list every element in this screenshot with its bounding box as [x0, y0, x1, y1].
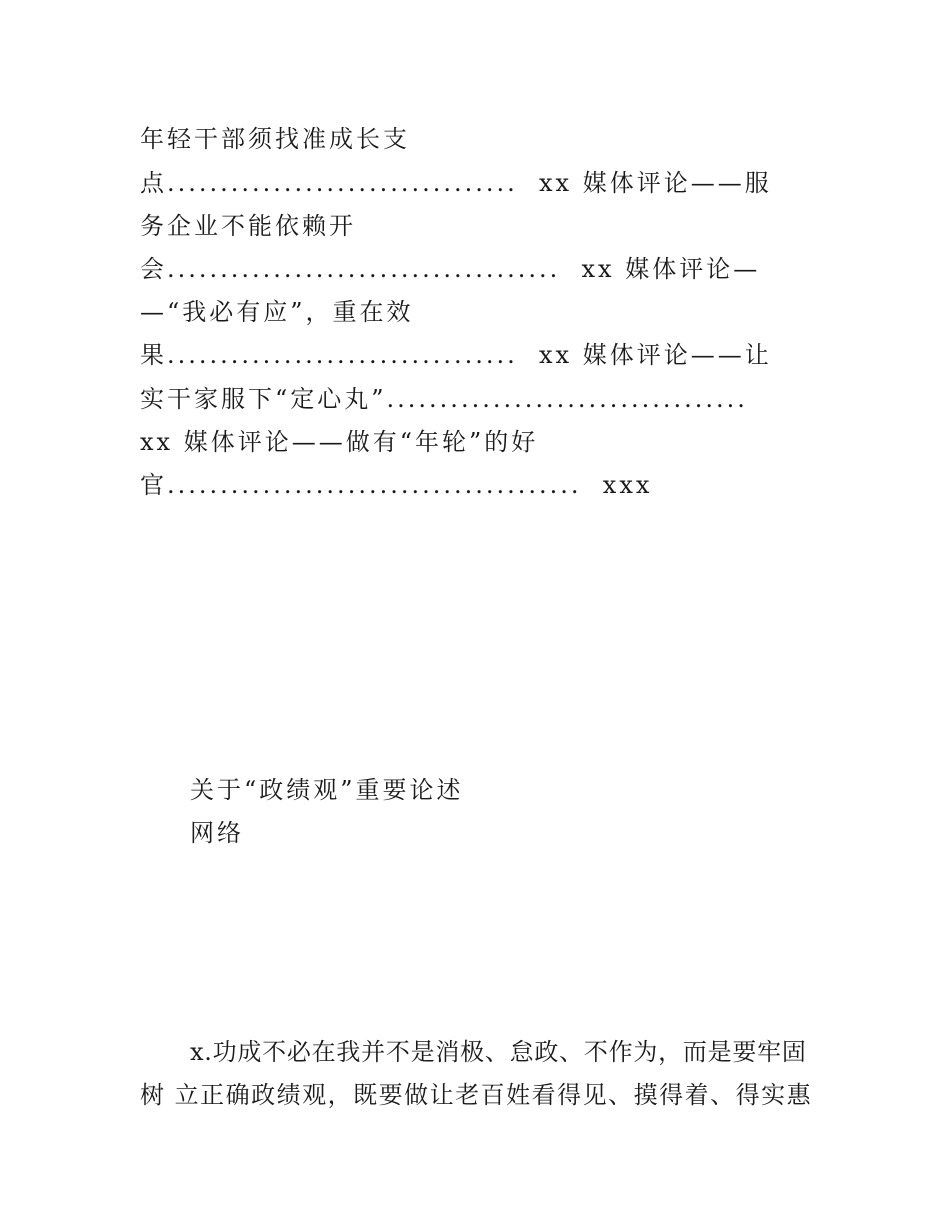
toc-line: 果................................. xx 媒体评论——让: [140, 341, 772, 369]
body-paragraph-line: x.功成不必在我并不是消极、怠政、不作为，而是要牢固: [190, 1038, 807, 1066]
toc-line: —“我必有应”，重在效: [140, 298, 414, 326]
article-source: 网络: [190, 819, 244, 847]
body-paragraph-line: 树 立正确政绩观，既要做让老百姓看得见、摸得着、得实惠: [140, 1081, 813, 1109]
article-title: 关于“政绩观”重要论述: [190, 776, 464, 804]
toc-line: 会..................................... xx 媒体评论—: [140, 255, 761, 283]
toc-line: 年轻干部须找准成长支: [140, 125, 410, 153]
toc-line: 实干家服下“定心丸”..................................: [140, 385, 748, 413]
toc-line: 务企业不能依赖开: [140, 212, 356, 240]
toc-line: 官....................................... xxx: [140, 471, 653, 499]
toc-line: 点................................. xx 媒体评论——服: [140, 169, 772, 197]
toc-line: xx 媒体评论——做有“年轮”的好: [140, 428, 539, 456]
